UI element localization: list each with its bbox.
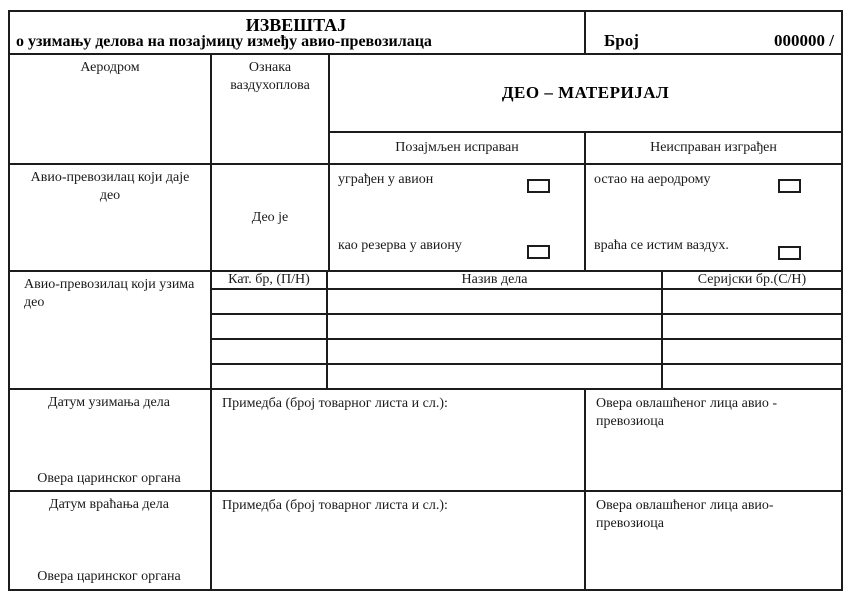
take-authorized-label: Овера овлашћеног лица авио - превозиоца <box>596 396 778 429</box>
serial-number-header: Серијски бр.(С/Н) <box>663 272 841 290</box>
part-row4-catalog-cell[interactable] <box>212 365 328 390</box>
stayed-option-label: остао на аеродрому <box>594 172 711 187</box>
take-remark-cell[interactable] <box>212 390 586 492</box>
returned-checkbox[interactable] <box>778 246 801 260</box>
part-row3-name-cell[interactable] <box>328 340 663 365</box>
part-row4-serial-cell[interactable] <box>663 365 841 390</box>
return-authorized-label: Овера овлашћеног лица авио-превозиоца <box>596 498 774 531</box>
part-is-label: Део је <box>251 209 289 225</box>
taking-carrier-label: Авио-превозилац који узима део <box>24 277 195 310</box>
airport-label: Аеродром <box>80 60 140 75</box>
part-row2-name-cell[interactable] <box>328 315 663 340</box>
report-title: ИЗВЕШТАЈ <box>245 15 347 35</box>
part-row3-serial-cell[interactable] <box>663 340 841 365</box>
part-name-header: Назив дела <box>328 272 663 290</box>
take-date-label: Датум узимања дела <box>48 395 170 410</box>
faulty-options-cell <box>586 165 841 272</box>
part-is-cell <box>212 165 330 272</box>
return-date-cell <box>10 492 212 589</box>
part-material-cell <box>330 55 841 133</box>
return-remark-cell[interactable] <box>212 492 586 589</box>
returned-option-label: враћа се истим ваздух. <box>594 238 729 253</box>
return-authorized-cell[interactable] <box>586 492 841 589</box>
catalog-number-header: Кат. бр, (П/Н) <box>212 272 328 290</box>
take-customs-label: Овера царинског органа <box>37 470 181 486</box>
part-row1-catalog-cell[interactable] <box>212 290 328 315</box>
return-remark-label: Примедба (број товарног листа и сл.): <box>222 498 448 513</box>
return-date-label: Датум враћања дела <box>49 497 169 512</box>
airport-cell <box>10 55 212 165</box>
take-date-cell <box>10 390 212 492</box>
stayed-checkbox[interactable] <box>778 179 801 193</box>
number-value: 000000 / <box>774 30 834 50</box>
giving-carrier-cell <box>10 165 212 272</box>
loaned-ok-header-cell <box>330 133 586 165</box>
aircraft-mark-cell <box>212 55 330 165</box>
part-row1-name-cell[interactable] <box>328 290 663 315</box>
return-customs-label: Овера царинског органа <box>37 568 181 584</box>
installed-checkbox[interactable] <box>527 179 550 193</box>
part-row2-serial-cell[interactable] <box>663 315 841 340</box>
number-cell <box>586 12 841 55</box>
aircraft-mark-label: Ознака ваздухоплова <box>230 60 310 93</box>
part-material-title: ДЕО – МАТЕРИЈАЛ <box>501 83 670 103</box>
number-label: Број <box>604 30 639 50</box>
form-table <box>8 10 843 591</box>
take-authorized-cell[interactable] <box>586 390 841 492</box>
spare-option-label: као резерва у авиону <box>338 238 462 253</box>
part-row4-name-cell[interactable] <box>328 365 663 390</box>
spare-checkbox[interactable] <box>527 245 550 259</box>
part-row2-catalog-cell[interactable] <box>212 315 328 340</box>
title-cell <box>10 12 586 55</box>
faulty-header-cell <box>586 133 841 165</box>
taking-carrier-cell <box>10 272 212 390</box>
faulty-header: Неисправан изграђен <box>650 140 777 156</box>
loaned-ok-header: Позајмљен исправан <box>395 140 519 156</box>
part-row1-serial-cell[interactable] <box>663 290 841 315</box>
loaned-options-cell <box>330 165 586 272</box>
report-subtitle: о узимању делова на позајмицу између авио-превозилаца <box>16 33 432 50</box>
take-remark-label: Примедба (број товарног листа и сл.): <box>222 396 448 411</box>
part-row3-catalog-cell[interactable] <box>212 340 328 365</box>
installed-option-label: уграђен у авион <box>338 172 434 187</box>
giving-carrier-label: Авио-превозилац који даје део <box>30 170 190 203</box>
